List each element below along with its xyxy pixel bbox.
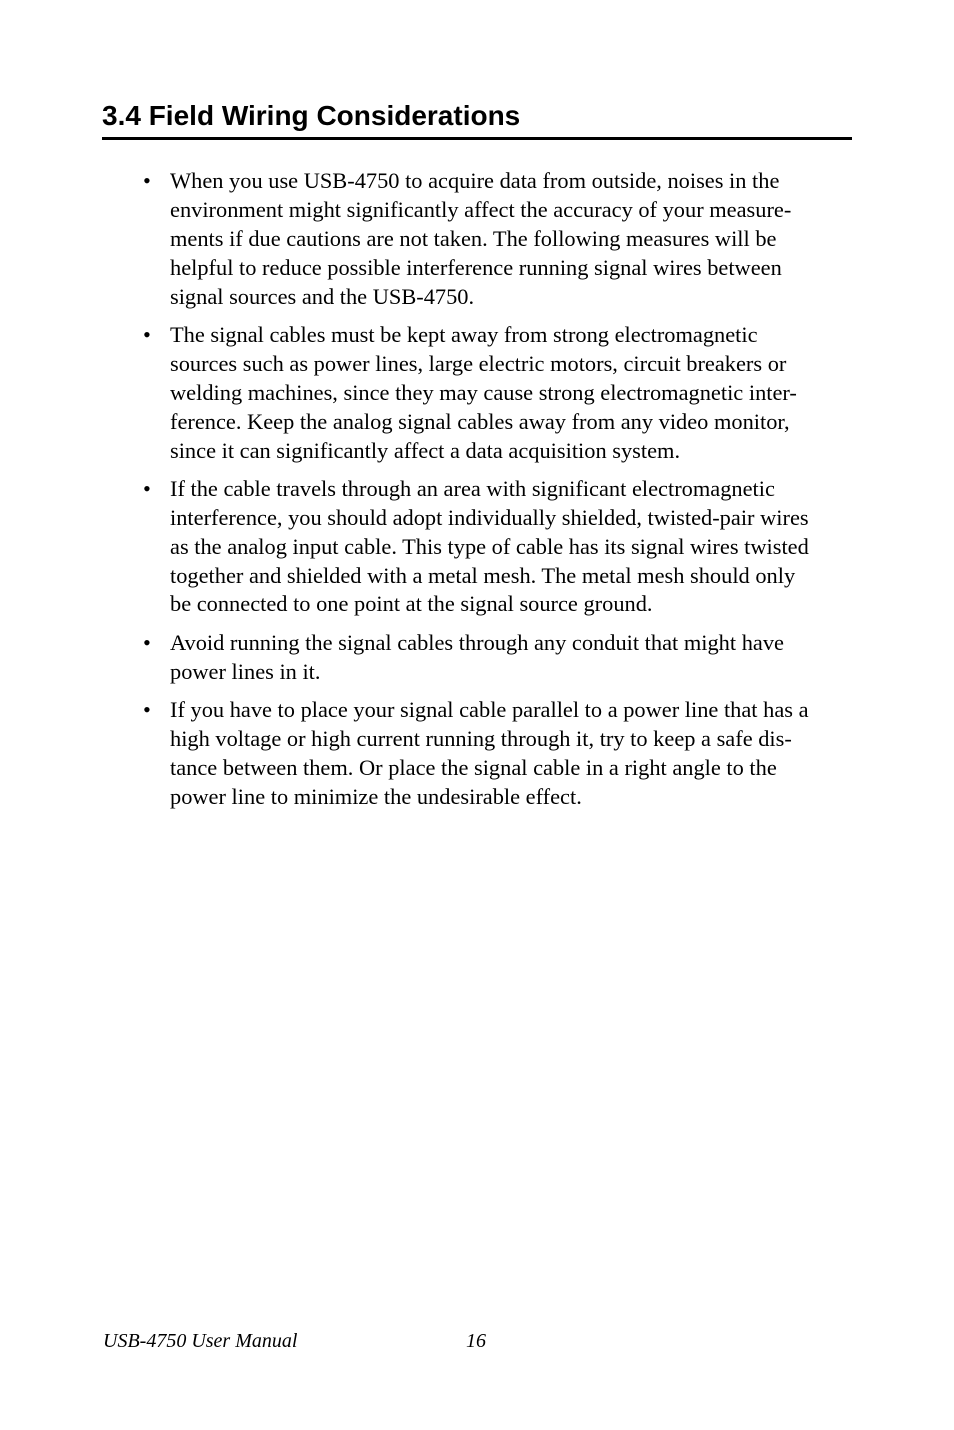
footer-page-number: 16 xyxy=(466,1330,486,1352)
paragraph-line: sources such as power lines, large electric motors, circuit breakers or xyxy=(170,350,787,376)
bullet-marker: • xyxy=(143,475,151,501)
paragraph-line: If you have to place your signal cable parallel to a power line that has a xyxy=(170,696,809,722)
list-item xyxy=(143,321,855,466)
paragraph-line: ference. Keep the analog signal cables away from any video monitor, xyxy=(170,408,790,434)
bullet-marker: • xyxy=(143,629,151,655)
footer-manual-title: USB-4750 User Manual xyxy=(103,1330,298,1352)
bullet-marker: • xyxy=(143,696,151,722)
paragraph-line: signal sources and the USB-4750. xyxy=(170,283,475,309)
paragraph-line: be connected to one point at the signal source ground. xyxy=(170,591,653,617)
section-heading: 3.4 Field Wiring Considerations xyxy=(102,100,521,131)
heading-underline-rule xyxy=(102,137,852,140)
paragraph-line: power line to minimize the undesirable effect. xyxy=(170,783,582,809)
paragraph-line: If the cable travels through an area with significant electromagnetic xyxy=(170,475,775,501)
bullet-marker: • xyxy=(143,168,151,193)
paragraph-line: Avoid running the signal cables through any conduit that might have xyxy=(170,629,784,655)
paragraph-line: helpful to reduce possible interference running signal wires between xyxy=(170,254,782,280)
paragraph-line: When you use USB-4750 to acquire data from outside, noises in the xyxy=(170,168,780,193)
bullet-marker: • xyxy=(143,321,151,347)
list-item xyxy=(143,696,855,812)
paragraph-line: ments if due cautions are not taken. The following measures will be xyxy=(170,225,777,251)
paragraph-line: The signal cables must be kept away from strong electromagnetic xyxy=(170,321,758,347)
list-item xyxy=(143,475,855,620)
bullet-list xyxy=(143,167,855,821)
paragraph-line: tance between them. Or place the signal cable in a right angle to the xyxy=(170,754,777,780)
list-item xyxy=(143,167,855,312)
paragraph-line: environment might significantly affect the accuracy of your measure- xyxy=(170,196,792,222)
paragraph-line: since it can significantly affect a data acquisition system. xyxy=(170,437,681,463)
paragraph-line: together and shielded with a metal mesh. The metal mesh should only xyxy=(170,562,796,588)
paragraph-line: interference, you should adopt individually shielded, twisted-pair wires xyxy=(170,504,809,530)
list-item xyxy=(143,629,855,687)
paragraph-line: power lines in it. xyxy=(170,658,321,684)
paragraph-line: as the analog input cable. This type of cable has its signal wires twisted xyxy=(170,533,809,559)
paragraph-line: high voltage or high current running through it, try to keep a safe dis- xyxy=(170,725,792,751)
paragraph-line: welding machines, since they may cause strong electromagnetic inter- xyxy=(170,379,797,405)
